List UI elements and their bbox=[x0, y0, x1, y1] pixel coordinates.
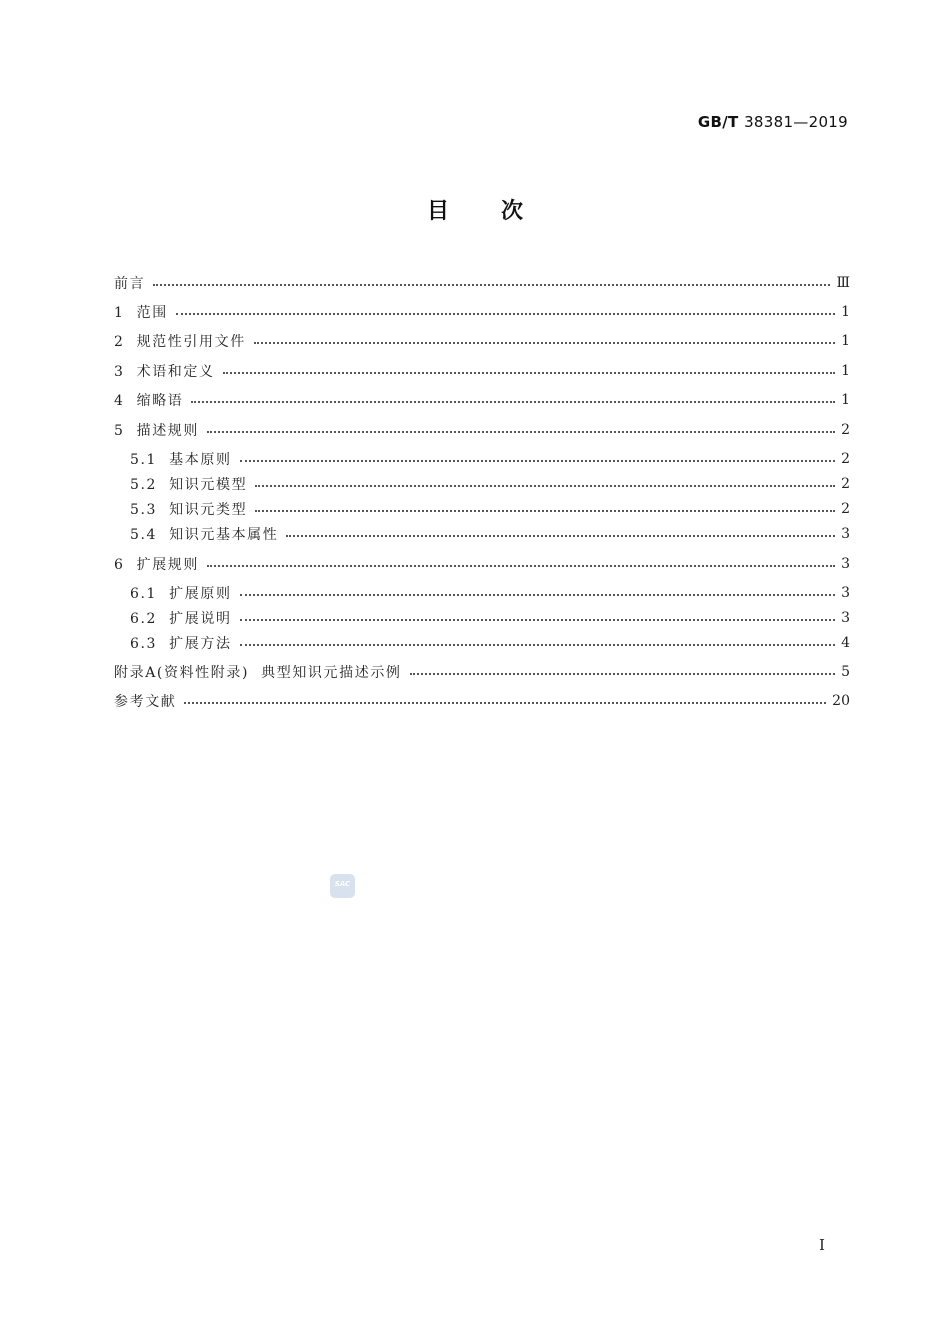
dot-leader bbox=[255, 485, 835, 487]
toc-entry-5-1[interactable] bbox=[130, 447, 850, 471]
standard-number: 38381—2019 bbox=[744, 113, 848, 131]
toc-entry-abbreviations[interactable] bbox=[114, 388, 850, 412]
sac-watermark-logo bbox=[330, 874, 355, 898]
toc-entry-5-2[interactable] bbox=[130, 472, 850, 496]
dot-leader bbox=[153, 284, 830, 286]
toc-entry-page: 20 bbox=[832, 693, 850, 709]
toc-entry-page: 1 bbox=[841, 392, 850, 408]
dot-leader bbox=[223, 372, 835, 374]
toc-entry-label: 3 术语和定义 bbox=[114, 361, 221, 381]
toc-entry-label: 5 描述规则 bbox=[114, 420, 205, 440]
watermark-text: SAC bbox=[334, 880, 351, 888]
dot-leader bbox=[254, 342, 835, 344]
toc-entry-6-1[interactable] bbox=[130, 581, 850, 605]
toc-entry-6-3[interactable] bbox=[130, 631, 850, 655]
toc-entry-label: 1 范围 bbox=[114, 302, 174, 322]
toc-entry-label: 前言 bbox=[114, 273, 151, 293]
page-number: I bbox=[819, 1236, 825, 1254]
toc-entry-foreword[interactable] bbox=[114, 271, 850, 295]
toc-entry-label: 5.1 基本原则 bbox=[130, 449, 238, 469]
toc-entry-page: 4 bbox=[841, 635, 850, 651]
toc-entry-page: Ⅲ bbox=[836, 275, 850, 291]
dot-leader bbox=[410, 673, 836, 675]
toc-entry-label: 6.3 扩展方法 bbox=[130, 633, 238, 653]
toc-entry-scope[interactable] bbox=[114, 300, 850, 324]
toc-entry-page: 1 bbox=[841, 304, 850, 320]
toc-entry-page: 5 bbox=[841, 664, 850, 680]
dot-leader bbox=[207, 565, 835, 567]
toc-title: 目次 bbox=[426, 199, 575, 224]
toc-entry-label: 参考文献 bbox=[114, 691, 182, 711]
toc-entry-page: 2 bbox=[841, 501, 850, 517]
toc-entry-page: 3 bbox=[841, 610, 850, 626]
toc-entry-page: 3 bbox=[841, 556, 850, 572]
toc-entry-annex-a[interactable] bbox=[114, 660, 850, 684]
toc-entry-normative-references[interactable] bbox=[114, 329, 850, 353]
toc-entry-label: 5.4 知识元基本属性 bbox=[130, 524, 284, 544]
toc-entry-page: 2 bbox=[841, 451, 850, 467]
dot-leader bbox=[184, 702, 826, 704]
toc-entry-extension-rules[interactable] bbox=[114, 552, 850, 576]
standard-code bbox=[698, 113, 848, 131]
toc-entry-6-2[interactable] bbox=[130, 606, 850, 630]
toc-entry-label: 6 扩展规则 bbox=[114, 554, 205, 574]
toc-entry-page: 3 bbox=[841, 585, 850, 601]
dot-leader bbox=[191, 401, 835, 403]
toc-entry-label: 2 规范性引用文件 bbox=[114, 331, 252, 351]
toc-entry-5-3[interactable] bbox=[130, 497, 850, 521]
toc-entry-5-4[interactable] bbox=[130, 522, 850, 546]
toc-entry-label: 附录A(资料性附录) 典型知识元描述示例 bbox=[114, 662, 408, 682]
dot-leader bbox=[207, 431, 835, 433]
toc-entry-page: 2 bbox=[841, 422, 850, 438]
dot-leader bbox=[255, 510, 835, 512]
toc-entry-page: 1 bbox=[841, 333, 850, 349]
dot-leader bbox=[240, 460, 836, 462]
toc-entry-label: 5.2 知识元模型 bbox=[130, 474, 253, 494]
toc-entry-page: 1 bbox=[841, 363, 850, 379]
toc-entry-label: 5.3 知识元类型 bbox=[130, 499, 253, 519]
dot-leader bbox=[240, 619, 836, 621]
standard-prefix: GB/T bbox=[697, 113, 739, 131]
dot-leader bbox=[176, 313, 835, 315]
toc-entry-page: 3 bbox=[841, 526, 850, 542]
toc-entry-label: 6.2 扩展说明 bbox=[130, 608, 238, 628]
dot-leader bbox=[240, 644, 836, 646]
toc-entry-bibliography[interactable] bbox=[114, 689, 850, 713]
dot-leader bbox=[240, 594, 836, 596]
toc-entry-label: 4 缩略语 bbox=[114, 390, 189, 410]
toc-entry-label: 6.1 扩展原则 bbox=[130, 583, 238, 603]
toc-entry-description-rules[interactable] bbox=[114, 418, 850, 442]
dot-leader bbox=[286, 535, 835, 537]
toc-entry-page: 2 bbox=[841, 476, 850, 492]
toc-entry-terms-definitions[interactable] bbox=[114, 359, 850, 383]
